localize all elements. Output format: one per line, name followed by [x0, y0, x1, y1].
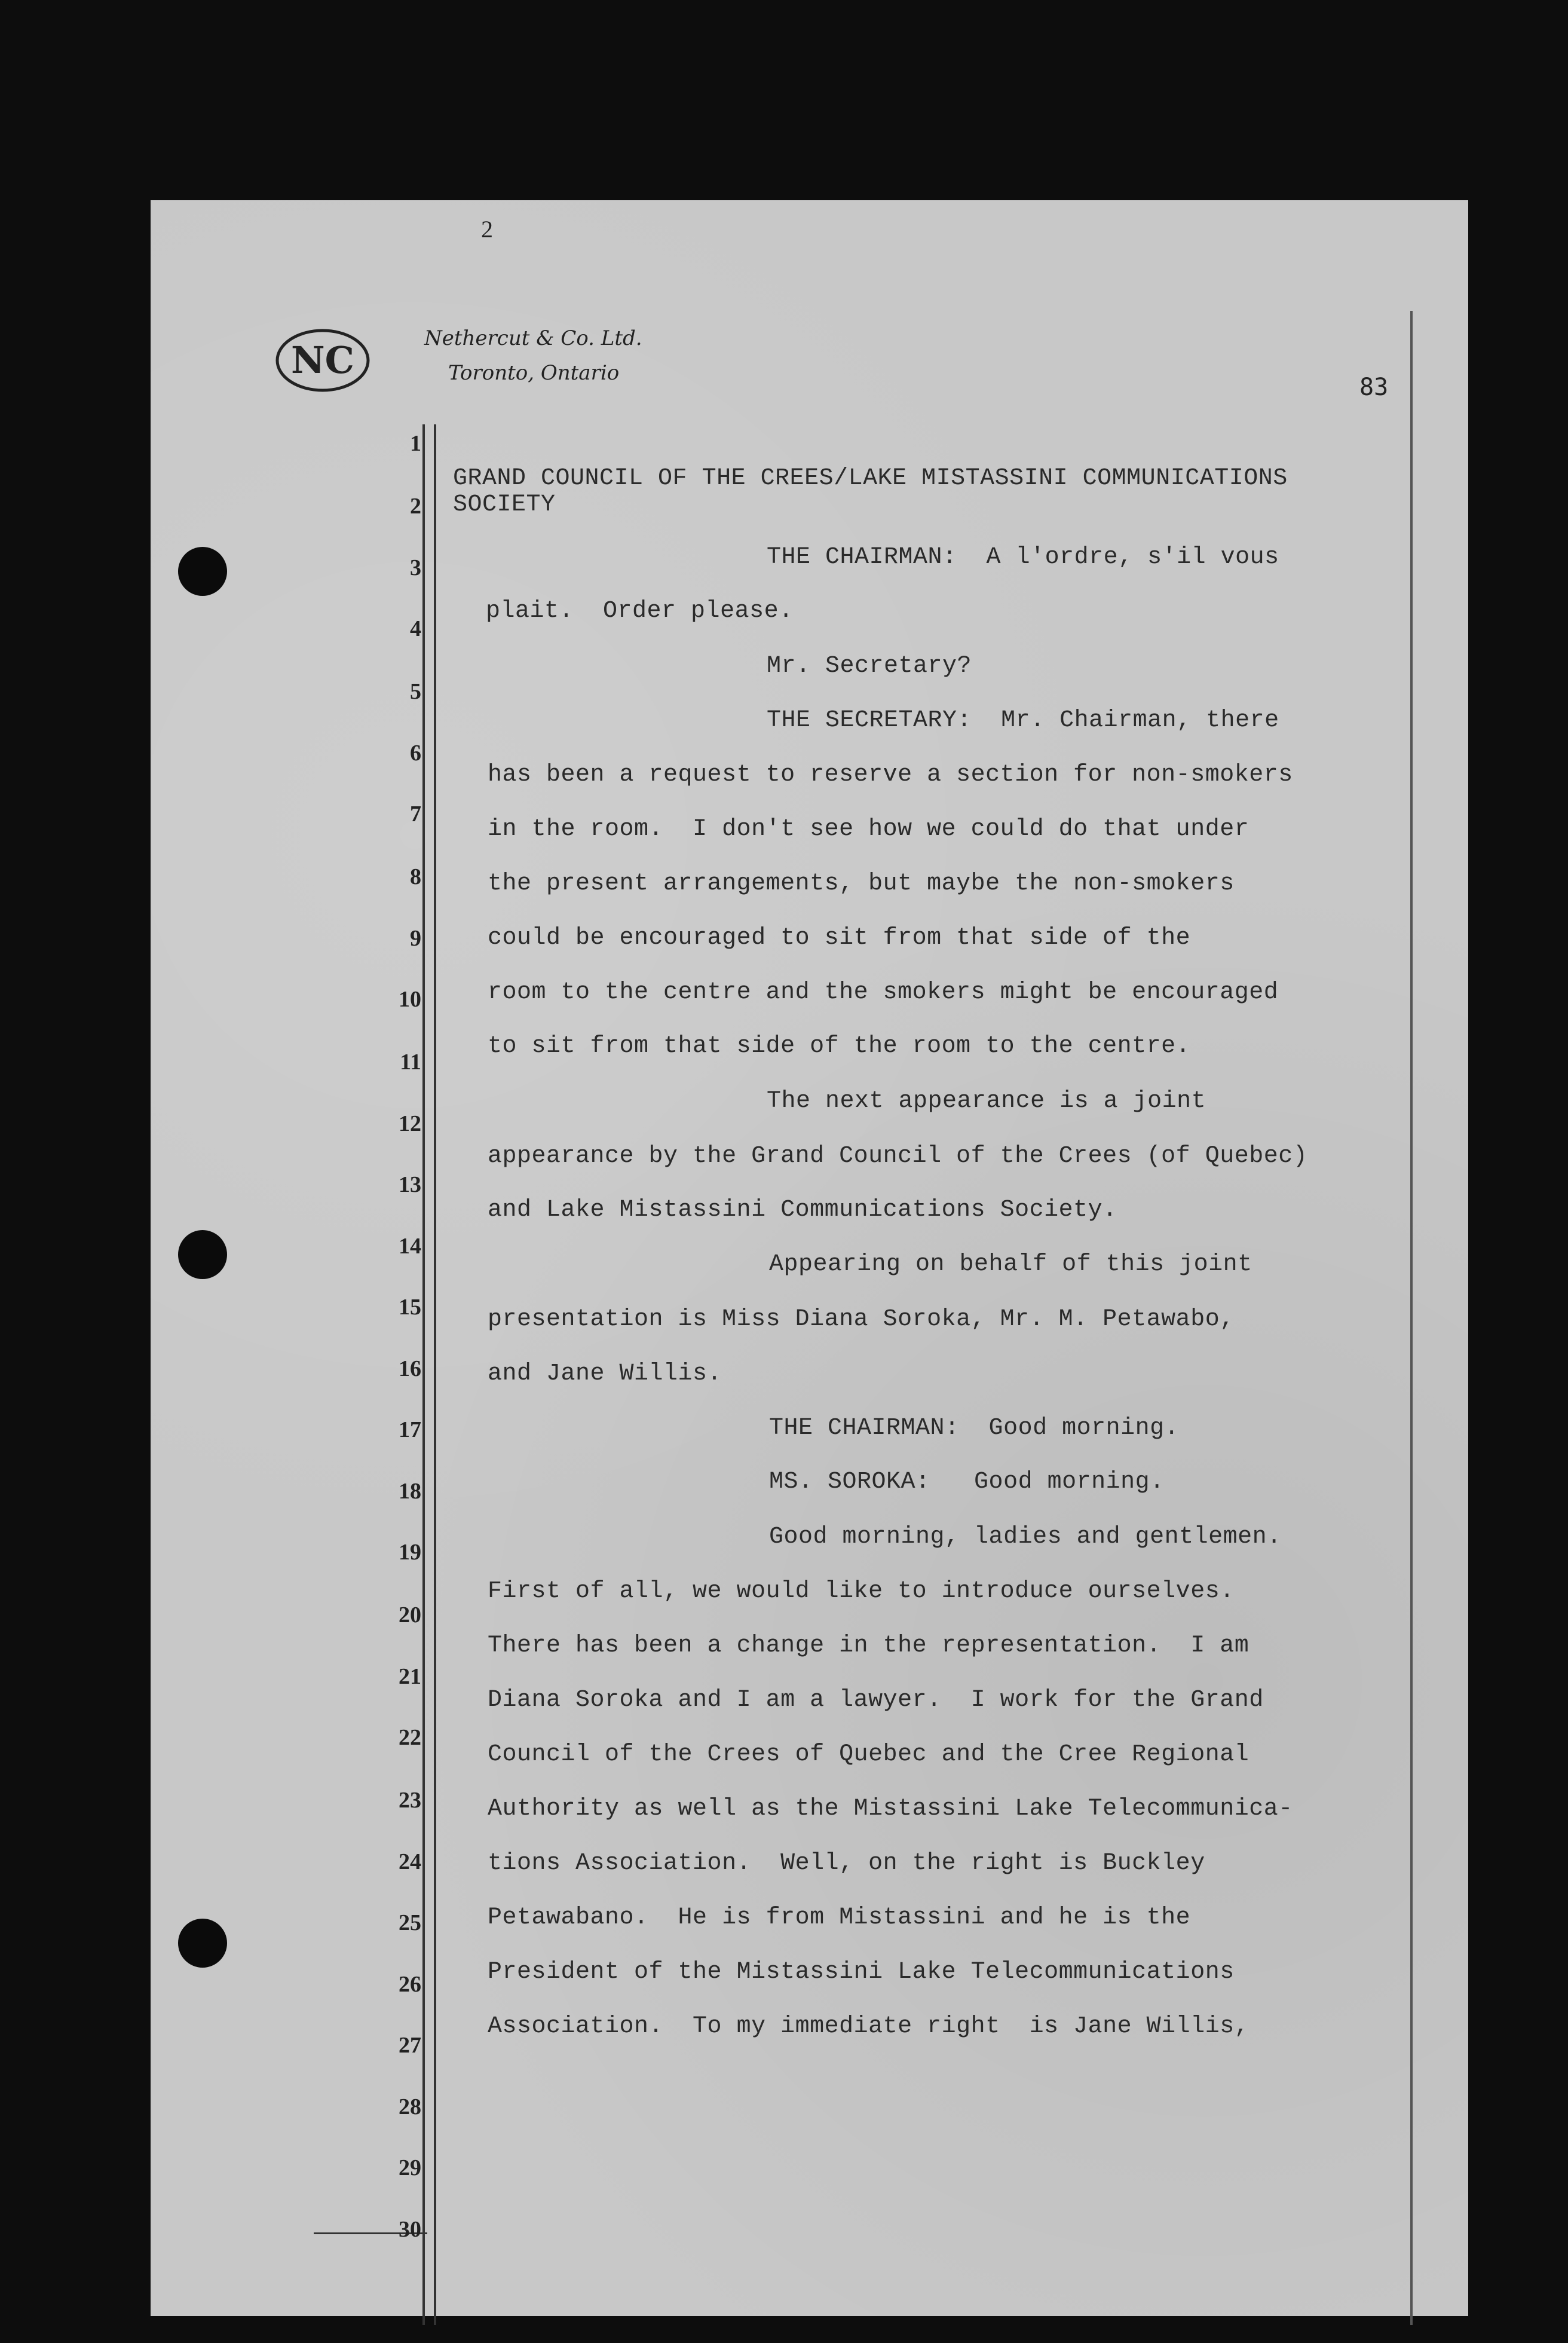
line-number: 15 [399, 1295, 421, 1320]
line-number: 8 [410, 864, 421, 889]
transcript-line: Good morning, ladies and gentlemen. [769, 1524, 1282, 1550]
transcript-line: First of all, we would like to introduce ourselves. [488, 1578, 1235, 1605]
transcript-line: to sit from that side of the room to the centre. [488, 1033, 1191, 1060]
line-number: 24 [399, 1849, 421, 1874]
line-number: 23 [399, 1788, 421, 1813]
transcript-line: The next appearance is a joint [767, 1088, 1206, 1115]
transcript-line: plait. Order please. [486, 598, 794, 625]
transcript-line: Association. To my immediate right is Jane Willis, [488, 2013, 1250, 2040]
transcript-line: THE SECRETARY: Mr. Chairman, there [767, 707, 1279, 734]
line-number: 29 [399, 2155, 421, 2180]
company-block [424, 322, 642, 391]
punch-hole [178, 1230, 227, 1279]
transcript-line: room to the centre and the smokers might be encouraged [488, 979, 1279, 1006]
transcript-line: appearance by the Grand Council of the Crees (of Quebec) [488, 1143, 1308, 1170]
transcript-line: THE CHAIRMAN: A l'ordre, s'il vous [767, 544, 1279, 571]
line-number: 20 [399, 1602, 421, 1628]
line-number: 13 [399, 1172, 421, 1197]
line-number: 5 [410, 679, 421, 704]
transcript-line: Mr. Secretary? [767, 653, 972, 680]
margin-rule-outer [422, 424, 425, 2325]
punch-hole [178, 547, 227, 596]
transcript-line: Appearing on behalf of this joint [769, 1251, 1252, 1278]
line-number: 11 [400, 1050, 421, 1075]
right-margin-rule [1410, 311, 1413, 2325]
transcript-line: MS. SOROKA: Good morning. [769, 1469, 1165, 1495]
transcript-line: could be encouraged to sit from that side of the [488, 925, 1191, 952]
transcript-line: SOCIETY [453, 491, 556, 518]
transcript-line: and Lake Mistassini Communications Society. [488, 1197, 1117, 1224]
company-name: Nethercut & Co. Ltd. [424, 326, 642, 350]
transcript-line: There has been a change in the representation. I am [488, 1632, 1250, 1659]
transcript-line: Authority as well as the Mistassini Lake Telecommunica- [488, 1796, 1293, 1822]
line-number: 21 [399, 1664, 421, 1689]
punch-hole [178, 1919, 227, 1968]
transcript-line: Council of the Crees of Quebec and the Cree Regional [488, 1741, 1250, 1768]
line-number: 2 [410, 494, 421, 519]
line-number: 12 [399, 1111, 421, 1136]
page-number: 83 [1359, 374, 1389, 401]
transcript-line: the present arrangements, but maybe the non-smokers [488, 870, 1235, 897]
transcript-line: in the room. I don't see how we could do that under [488, 816, 1250, 843]
transcript-line: Diana Soroka and I am a lawyer. I work for the Grand [488, 1687, 1264, 1714]
company-city: Toronto, Ontario [448, 360, 620, 385]
line-number: 30 [399, 2217, 421, 2242]
line-number: 4 [410, 616, 421, 641]
transcript-line: THE CHAIRMAN: Good morning. [769, 1415, 1180, 1442]
line-number: 1 [410, 431, 421, 456]
line-number: 6 [410, 741, 421, 766]
line-number: 25 [399, 1910, 421, 1935]
transcript-line: and Jane Willis. [488, 1360, 722, 1387]
transcript-line: presentation is Miss Diana Soroka, Mr. M. Petawabo, [488, 1306, 1235, 1333]
line-number: 22 [399, 1725, 421, 1750]
transcript-line: has been a request to reserve a section for non-smokers [488, 761, 1293, 788]
line-number: 3 [410, 555, 421, 580]
line-number: 27 [399, 2033, 421, 2058]
line-number: 10 [399, 987, 421, 1012]
transcript-line: tions Association. Well, on the right is Buckley [488, 1850, 1205, 1877]
line-number: 28 [399, 2094, 421, 2119]
transcript-line: President of the Mistassini Lake Telecommunications [488, 1959, 1235, 1986]
transcript-line: GRAND COUNCIL OF THE CREES/LAKE MISTASSINI COMMUNICATIONS [453, 465, 1288, 492]
svg-text:NC: NC [290, 338, 355, 382]
transcript-line: Petawabano. He is from Mistassini and he is the [488, 1904, 1191, 1931]
line-number: 19 [399, 1540, 421, 1565]
corner-mark: 2 [481, 216, 493, 243]
company-logo [275, 328, 370, 393]
line-number: 17 [399, 1417, 421, 1442]
line-number: 26 [399, 1972, 421, 1997]
line-number: 14 [399, 1234, 421, 1259]
margin-rule-inner [434, 424, 436, 2325]
line-number: 16 [399, 1356, 421, 1381]
line-number: 9 [410, 926, 421, 951]
line-number: 7 [410, 802, 421, 827]
line-number: 18 [399, 1479, 421, 1504]
